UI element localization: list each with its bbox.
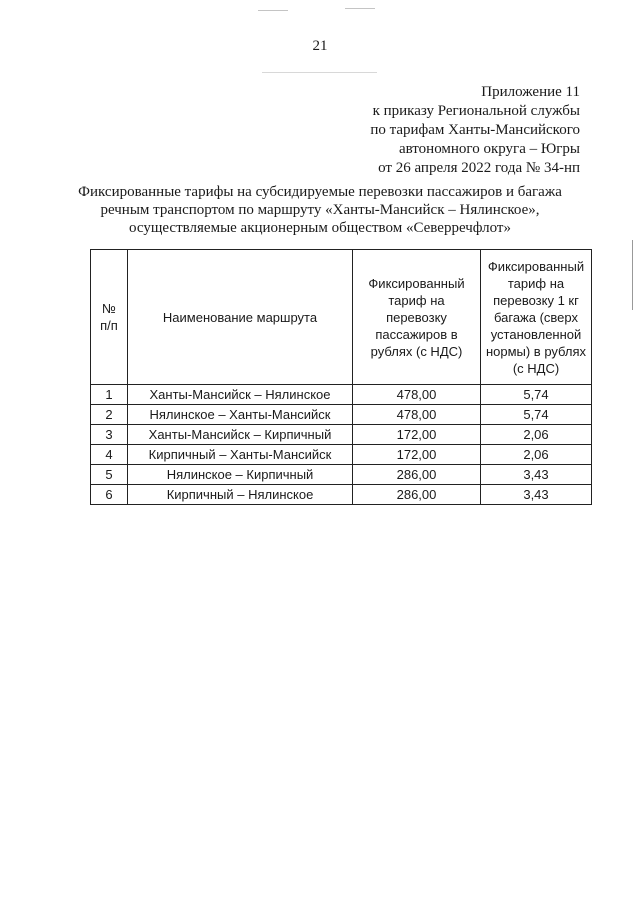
cell-passenger: 286,00	[353, 485, 481, 505]
title-line: осуществляемые акционерным обществом «Северречфлот»	[129, 220, 511, 236]
cell-passenger: 286,00	[353, 465, 481, 485]
cell-route: Ханты-Мансийск – Кирпичный	[128, 425, 353, 445]
appendix-line: Приложение 11	[481, 84, 580, 100]
cell-num: 1	[91, 385, 128, 405]
appendix-line: по тарифам Ханты-Мансийского	[370, 122, 580, 138]
cell-num: 3	[91, 425, 128, 445]
cell-num: 2	[91, 405, 128, 425]
cell-baggage: 5,74	[481, 385, 592, 405]
document-title	[40, 183, 600, 237]
cell-route: Кирпичный – Нялинское	[128, 485, 353, 505]
cell-baggage: 3,43	[481, 465, 592, 485]
table-row	[91, 385, 592, 405]
header-baggage-tariff: Фиксированный тариф на перевозку 1 кг багажа (сверх установленной нормы) в рублях (с НДС)	[481, 250, 592, 385]
page-number: 21	[312, 38, 328, 54]
table-row	[91, 485, 592, 505]
header-number: № п/п	[91, 250, 128, 385]
cell-route: Нялинское – Ханты-Мансийск	[128, 405, 353, 425]
cell-baggage: 2,06	[481, 445, 592, 465]
appendix-line: к приказу Региональной службы	[372, 103, 580, 119]
scan-noise	[258, 10, 288, 11]
cell-baggage: 2,06	[481, 425, 592, 445]
cell-route: Кирпичный – Ханты-Мансийск	[128, 445, 353, 465]
table-row	[91, 445, 592, 465]
scan-noise	[262, 72, 377, 73]
cell-baggage: 5,74	[481, 405, 592, 425]
cell-route: Ханты-Мансийск – Нялинское	[128, 385, 353, 405]
cell-num: 4	[91, 445, 128, 465]
table-row	[91, 425, 592, 445]
cell-passenger: 478,00	[353, 385, 481, 405]
cell-passenger: 172,00	[353, 425, 481, 445]
table-row	[91, 405, 592, 425]
cell-route: Нялинское – Кирпичный	[128, 465, 353, 485]
cell-passenger: 478,00	[353, 405, 481, 425]
header-route: Наименование маршрута	[128, 250, 353, 385]
appendix-header	[370, 83, 580, 178]
table-row	[91, 465, 592, 485]
header-passenger-tariff: Фиксированный тариф на перевозку пассажиров в рублях (с НДС)	[353, 250, 481, 385]
title-line: Фиксированные тарифы на субсидируемые перевозки пассажиров и багажа	[78, 184, 562, 200]
cell-baggage: 3,43	[481, 485, 592, 505]
table-header-row	[91, 250, 592, 385]
scan-edge-line	[632, 240, 633, 310]
cell-passenger: 172,00	[353, 445, 481, 465]
appendix-line: от 26 апреля 2022 года № 34-нп	[378, 160, 580, 176]
appendix-line: автономного округа – Югры	[398, 141, 580, 157]
title-line: речным транспортом по маршруту «Ханты-Мансийск – Нялинское»,	[100, 202, 540, 218]
cell-num: 6	[91, 485, 128, 505]
cell-num: 5	[91, 465, 128, 485]
scan-noise	[345, 8, 375, 9]
tariff-table	[90, 249, 592, 505]
